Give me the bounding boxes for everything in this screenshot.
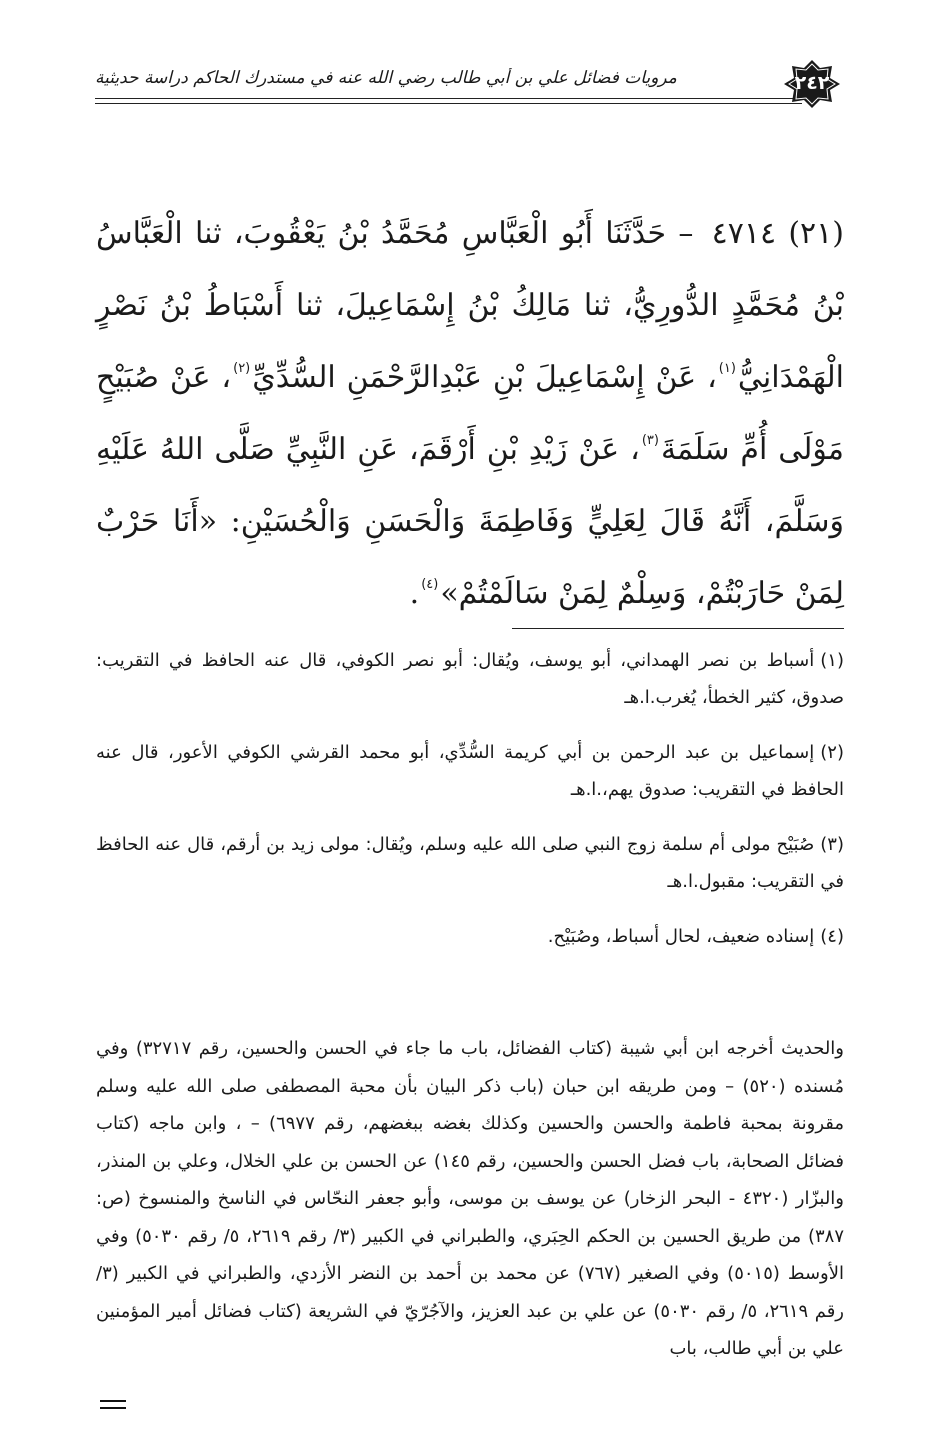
footnote-1: [96, 642, 844, 716]
footnote-text: إسناده ضعيف، لحال أسباط، وصُبَيْح.: [547, 926, 815, 947]
book-title: مرويات فضائل علي بن أبي طالب رضي الله عنه في مستدرك الحاكم دراسة حديثية: [95, 68, 677, 88]
footnote-text: أسباط بن نصر الهمداني، أبو يوسف، ويُقال: أبو نصر الكوفي، قال عنه الحافظ في التقريب: صدوق، كثير الخطأ، يُغرب.ا.هـ: [96, 650, 844, 708]
hadith-isnad-part-3: ، عَنْ صُبَيْحٍ مَوْلَى أُمِّ سَلَمَةَ: [96, 360, 844, 467]
header-rule-thin: [95, 103, 802, 104]
footnote-text: إسماعيل بن عبد الرحمن بن أبي كريمة السُّدِّي، أبو محمد القرشي الكوفي الأعور، قال عنه الحافظ في التقريب: صدوق يهم،.ا.هـ: [96, 742, 844, 800]
footnote-number: (٣): [820, 834, 844, 855]
hadith-isnad-part-1: – حَدَّثَنَا أَبُو الْعَبَّاسِ مُحَمَّدُ بْنُ يَعْقُوبَ، ثنا الْعَبَّاسُ بْنُ مُحَمَّدٍ الدُّورِيُّ، ثنا مَالِكُ بْنُ إِسْمَاعِيلَ، ثنا أَسْبَاطُ بْنُ نَصْرٍ الْهَمْدَانِيُّ: [96, 216, 844, 395]
footnote-4: [96, 918, 844, 955]
footnote-ref-1[interactable]: (١): [718, 361, 736, 376]
running-header: [95, 58, 842, 110]
footnote-number: (١): [820, 650, 844, 671]
footnote-2: [96, 734, 844, 808]
footnote-number: (٢): [820, 742, 844, 763]
footnote-text: صُبَيْح مولى أم سلمة زوج النبي صلى الله عليه وسلم، ويُقال: مولى زيد بن أرقم، قال عنه الحافظ في التقريب: مقبول.ا.هـ: [96, 834, 844, 892]
hadith-number: (٢١) ٤٧١٤: [711, 216, 844, 251]
page-number: ٢٤٢: [794, 72, 830, 94]
footnotes: [96, 642, 844, 973]
footnote-ref-3[interactable]: (٣): [641, 433, 659, 448]
header-rule: [95, 98, 802, 99]
footnote-ref-2[interactable]: (٢): [233, 361, 251, 376]
footnote-ref-4[interactable]: (٤): [421, 577, 439, 592]
hadith-isnad-part-2: ، عَنْ إِسْمَاعِيلَ بْنِ عَبْدِالرَّحْمَنِ السُّدِّيِّ: [252, 360, 717, 395]
hadith-end-mark: .: [409, 576, 420, 611]
footnote-number: (٤): [820, 926, 844, 947]
hadith-text: [96, 198, 844, 630]
hadith-matn: ، عَنْ زَيْدِ بْنِ أَرْقَمَ، عَنِ النَّبِيِّ صَلَّى اللهُ عَلَيْهِ وَسَلَّمَ، أَنَّهُ قَالَ لِعَلِيٍّ وَفَاطِمَةَ وَالْحَسَنِ وَالْحُسَيْنِ: «أَنَا حَرْبٌ لِمَنْ حَارَبْتُمْ، وَسِلْمٌ لِمَنْ سَالَمْتُمْ»: [96, 432, 844, 611]
takhrij-paragraph: والحديث أخرجه ابن أبي شيبة (كتاب الفضائل، باب ما جاء في الحسن والحسين، رقم ٣٢٧١٧) وفي مُسنده (٥٢٠) – ومن طريقه ابن حبان (باب ذكر البيان بأن محبة المصطفى صلى الله عليه وسلم مقرونة بمحبة فاطمة والحسن والحسين وكذلك بغضه ببغضهم، رقم ٦٩٧٧) – ، وابن ماجه (كتاب فضائل الصحابة، باب فضل الحسن والحسين، رقم ١٤٥) عن الحسن بن علي الخلال، وعلي بن المنذر، والبزّار (٤٣٢٠ - البحر الزخار) عن يوسف بن موسى، وأبو جعفر النحّاس في الناسخ والمنسوخ (ص: ٣٨٧) من طريق الحسين بن الحكم الحِبَري، والطبراني في الكبير (٣/ رقم ٢٦١٩، ٥/ رقم ٥٠٣٠) وفي الأوسط (٥٠١٥) وفي الصغير (٧٦٧) عن محمد بن أحمد بن النضر الأزدي، والطبراني في الكبير (٣/ رقم ٢٦١٩، ٥/ رقم ٥٠٣٠) عن علي بن عبد العزيز، والآجُرّيّ في الشريعة (كتاب فضائل أمير المؤمنين علي بن أبي طالب، باب: [96, 1038, 844, 1359]
continuation-mark: [100, 1400, 126, 1414]
page-number-badge: [782, 58, 842, 110]
footnote-3: [96, 826, 844, 900]
footnote-separator: [512, 628, 844, 629]
